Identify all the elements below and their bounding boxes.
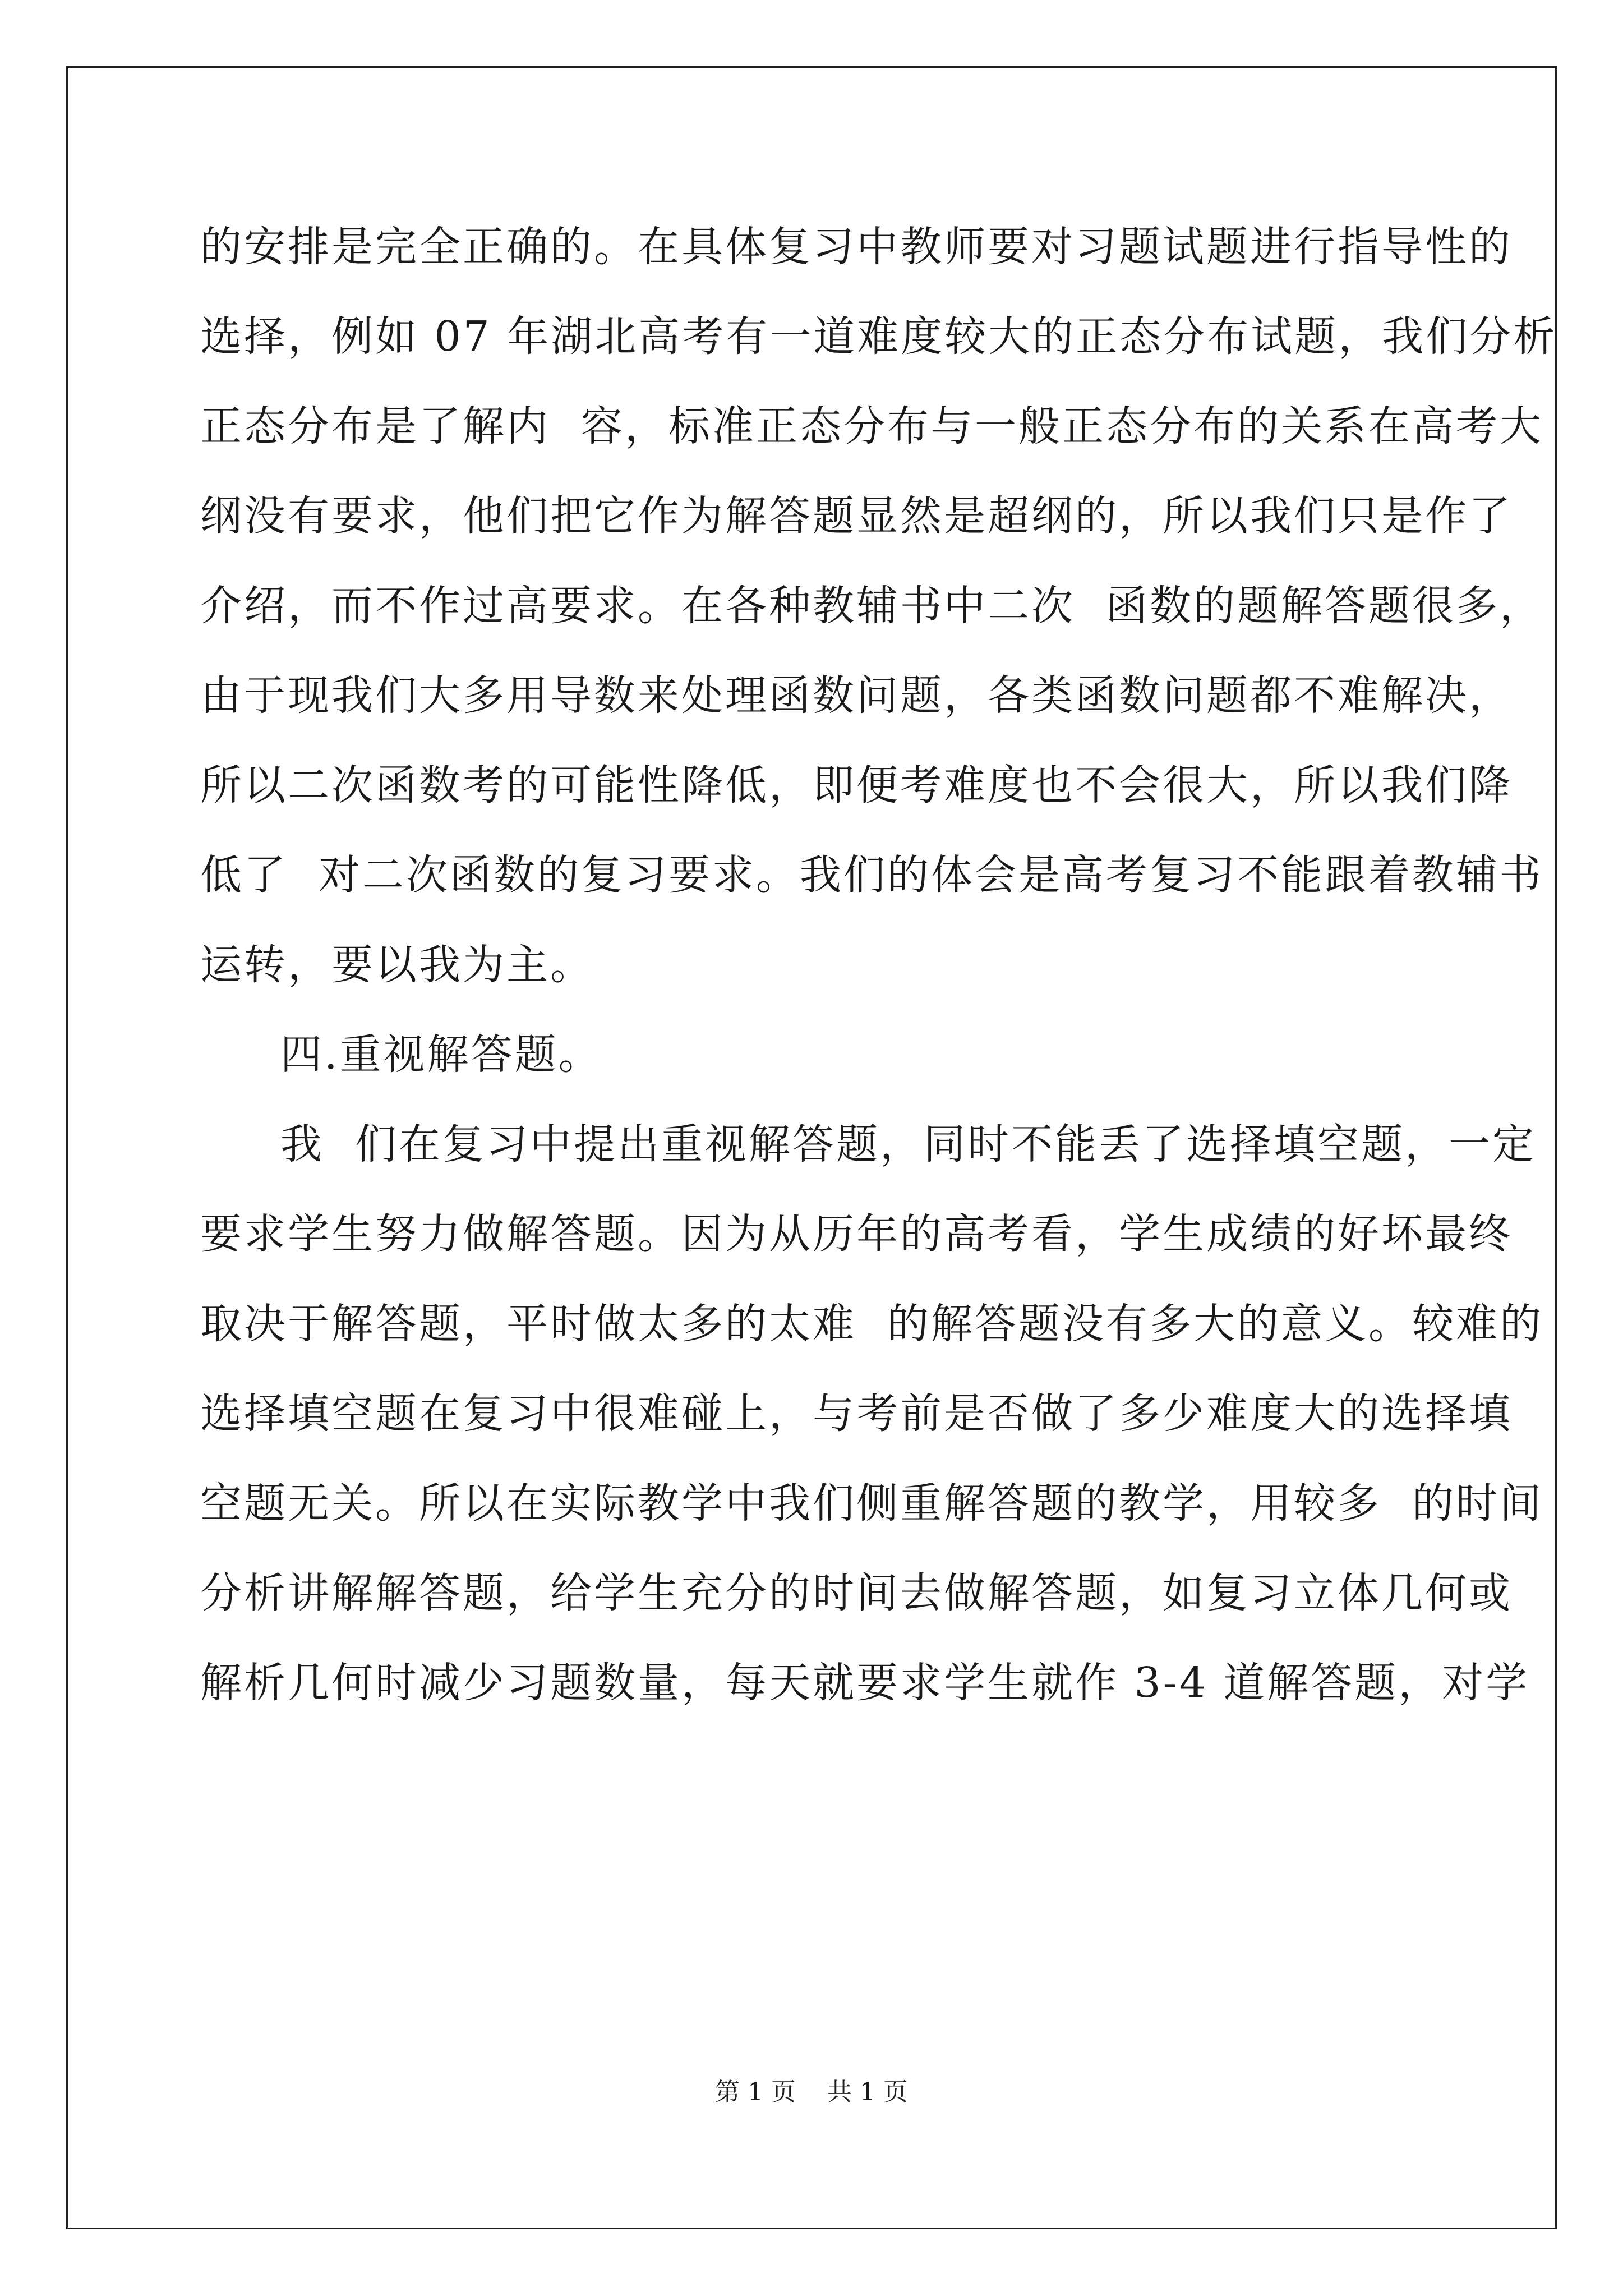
text-line: 取决于解答题，平时做太多的太难 的解答题没有多大的意义。较难的	[200, 1300, 1544, 1348]
text-line: 空题无关。所以在实际教学中我们侧重解答题的教学，用较多 的时间	[200, 1479, 1544, 1527]
text-line: 纲没有要求，他们把它作为解答题显然是超纲的，所以我们只是作了	[200, 492, 1513, 540]
text-line: 解析几何时减少习题数量，每天就要求学生就作 3-4 道解答题，对学	[200, 1659, 1530, 1707]
text-line: 介绍，而不作过高要求。在各种教辅书中二次 函数的题解答题很多，	[200, 582, 1544, 630]
text-line: 由于现我们大多用导数来处理函数问题，各类函数问题都不难解决，	[200, 671, 1513, 720]
text-line: 我 们在复习中提出重视解答题，同时不能丢了选择填空题，一定	[280, 1120, 1537, 1168]
text-line: 运转，要以我为主。	[200, 941, 594, 989]
text-line: 分析讲解解答题，给学生充分的时间去做解答题，如复习立体几何或	[200, 1569, 1513, 1617]
page-footer: 第 1 页 共 1 页	[715, 2078, 908, 2106]
section-heading: 四.重视解答题。	[280, 1030, 602, 1079]
text-line: 所以二次函数考的可能性降低，即便考难度也不会很大，所以我们降	[200, 761, 1513, 809]
text-line: 选择填空题在复习中很难碰上，与考前是否做了多少难度大的选择填	[200, 1389, 1513, 1438]
text-line: 低了 对二次函数的复习要求。我们的体会是高考复习不能跟着教辅书	[200, 851, 1544, 899]
text-line: 的安排是完全正确的。在具体复习中教师要对习题试题进行指导性的	[200, 223, 1513, 271]
text-line: 要求学生努力做解答题。因为从历年的高考看，学生成绩的好坏最终	[200, 1210, 1513, 1258]
text-line: 选择，例如 07 年湖北高考有一道难度较大的正态分布试题，我们分析	[200, 312, 1557, 361]
text-line: 正态分布是了解内 容，标准正态分布与一般正态分布的关系在高考大	[200, 402, 1544, 450]
